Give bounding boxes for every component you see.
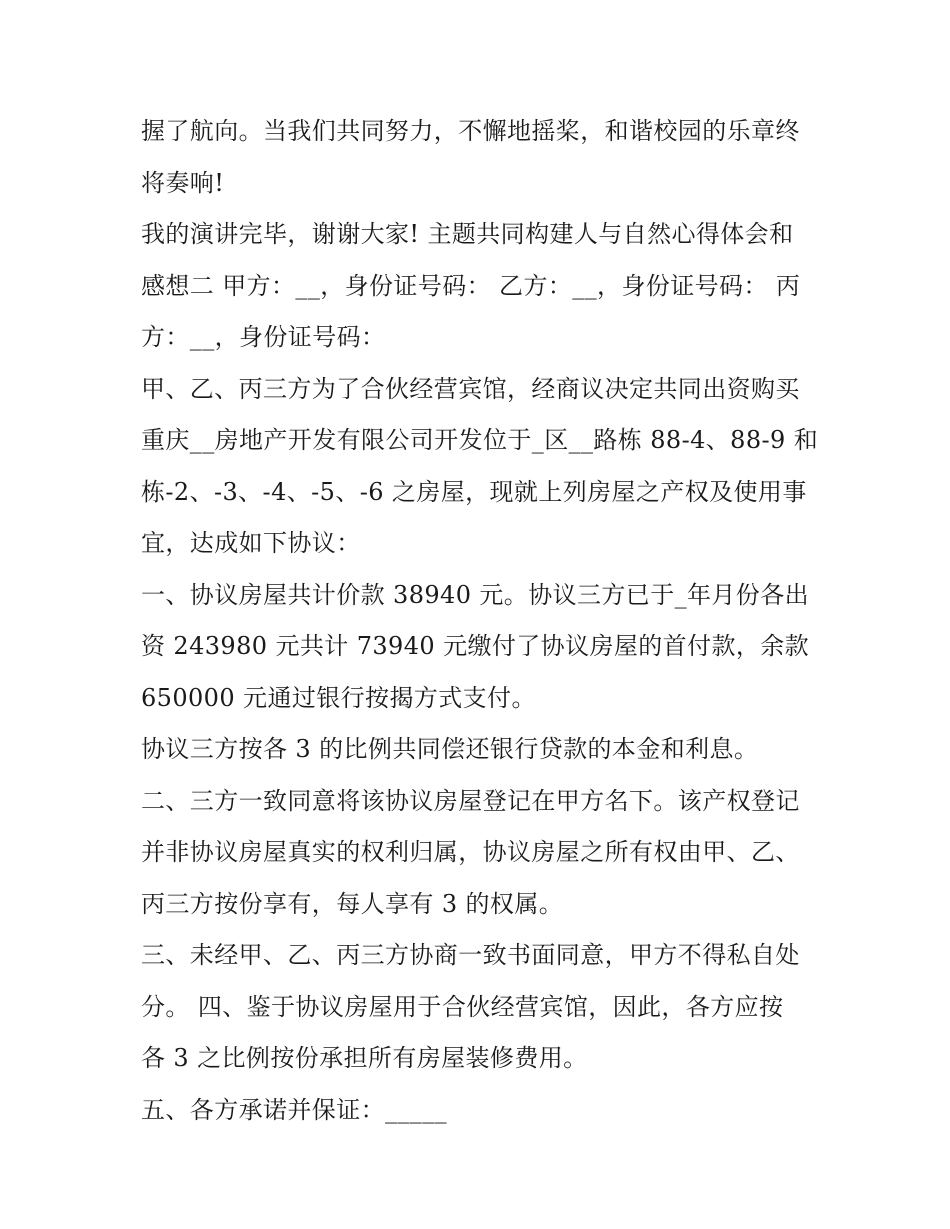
- text-line-20: 五、各方承诺并保证：_____: [141, 1095, 447, 1124]
- text-line-19: 各 3 之比例按份承担所有房屋装修费用。: [141, 1044, 588, 1072]
- text-line-11: 资 243980 元共计 73940 元缴付了协议房屋的首付款，余款: [141, 632, 810, 660]
- text-line-4: 感想二 甲方：__，身份证号码： 乙方：__，身份证号码： 丙: [141, 271, 801, 300]
- text-line-1: 握了航向。当我们共同努力，不懈地摇桨，和谐校园的乐章终: [141, 117, 800, 145]
- text-line-13: 协议三方按各 3 的比例共同偿还银行贷款的本金和利息。: [141, 735, 759, 763]
- text-line-5: 方：__，身份证号码：: [141, 323, 386, 351]
- text-line-18: 分。 四、鉴于协议房屋用于合伙经营宾馆，因此，各方应按: [141, 992, 784, 1021]
- text-line-16: 丙三方按份享有，每人享有 3 的权属。: [141, 889, 564, 918]
- text-line-9: 宜，达成如下协议：: [141, 529, 361, 557]
- text-line-3: 我的演讲完毕，谢谢大家! 主题共同构建人与自然心得体会和: [141, 220, 794, 248]
- text-line-17: 三、未经甲、乙、丙三方协商一致书面同意，甲方不得私自处: [141, 941, 800, 969]
- text-line-8: 栋-2、-3、-4、-5、-6 之房屋，现就上列房屋之产权及使用事: [141, 477, 807, 506]
- text-line-14: 二、三方一致同意将该协议房屋登记在甲方名下。该产权登记: [141, 786, 800, 815]
- text-line-12: 650000 元通过银行按揭方式支付。: [141, 683, 536, 712]
- text-line-6: 甲、乙、丙三方为了合伙经营宾馆，经商议决定共同出资购买: [141, 374, 800, 403]
- text-line-7: 重庆__房地产开发有限公司开发位于_区__路栋 88-4、88-9 和: [141, 426, 819, 454]
- text-line-2: 将奏响!: [141, 168, 225, 197]
- text-line-15: 并非协议房屋真实的权利归属，协议房屋之所有权由甲、乙、: [141, 838, 800, 866]
- document-body: [141, 106, 819, 1136]
- text-line-10: 一、协议房屋共计价款 38940 元。协议三方已于_年月份各出: [141, 580, 810, 609]
